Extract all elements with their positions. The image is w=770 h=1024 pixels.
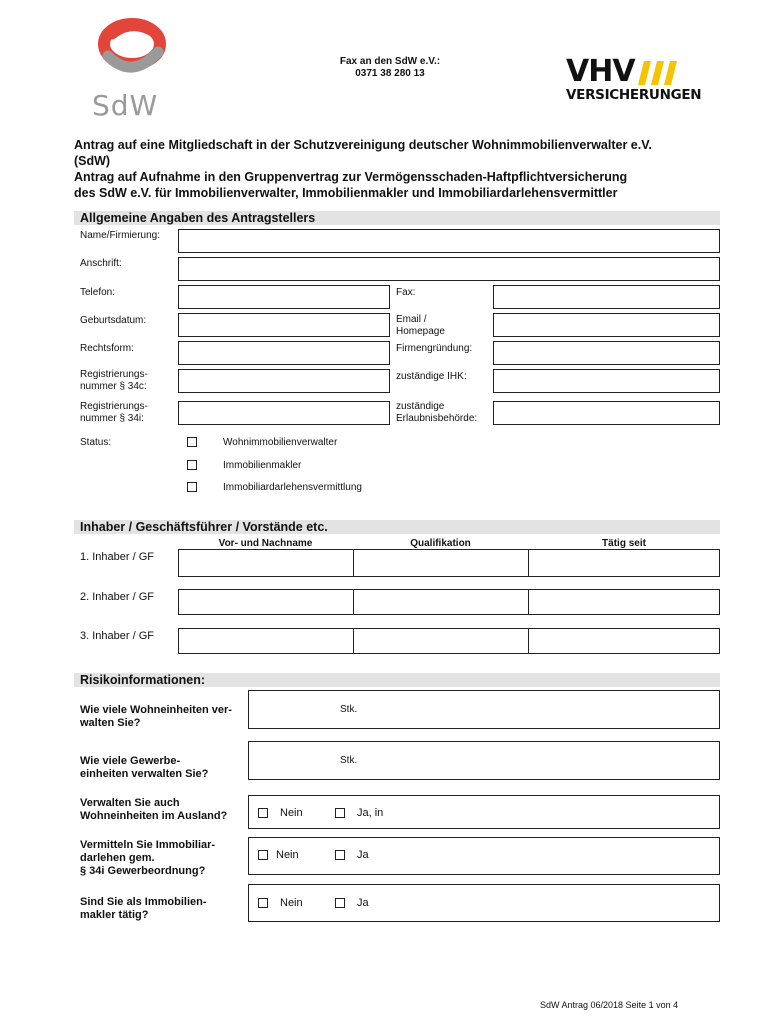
ihk-input[interactable]: [493, 369, 720, 393]
column-header-name: Vor- und Nachname: [218, 538, 313, 549]
address-input[interactable]: [178, 257, 720, 281]
option-label: Nein: [280, 897, 303, 909]
birthdate-label: Geburtsdatum:: [80, 315, 147, 326]
status-checkbox-broker[interactable]: [187, 460, 197, 470]
phone-label: Telefon:: [80, 287, 116, 298]
column-header-since: Tätig seit: [602, 538, 646, 549]
owner3-qualification-input[interactable]: [353, 628, 529, 654]
title-line: des SdW e.V. für Immobilienverwalter, Immobilienmakler und Immobiliardarlehensvermittler: [74, 186, 618, 200]
status-checkbox-loan-broker[interactable]: [187, 482, 197, 492]
form-title: [74, 137, 724, 201]
authority-label: zuständige Erlaubnisbehörde:: [396, 401, 478, 424]
founding-label: Firmengründung:: [396, 343, 473, 354]
broker-no-checkbox[interactable]: [258, 898, 268, 908]
legal-form-label: Rechtsform:: [80, 343, 134, 354]
section-heading-applicant: Allgemeine Angaben des Antragstellers: [74, 211, 720, 225]
option-label: Ja, in: [357, 807, 384, 819]
vhv-logo-subtext: VERSICHERUNGEN: [566, 87, 702, 103]
broker-yes-checkbox[interactable]: [335, 898, 345, 908]
residential-units-input[interactable]: [248, 690, 720, 729]
reg34c-label: Registrierungs- nummer § 34c:: [80, 369, 148, 392]
owner2-name-input[interactable]: [178, 589, 354, 615]
option-label: Nein: [280, 807, 303, 819]
status-option-label: Wohnimmobilienverwalter: [223, 437, 338, 448]
question-commercial-units: Wie viele Gewerbe- einheiten verwalten Sie?: [80, 755, 209, 780]
reg34i-input[interactable]: [178, 401, 390, 425]
section-heading-risk: Risikoinformationen:: [74, 673, 720, 687]
fax-field-label: Fax:: [396, 287, 416, 298]
fax-label: Fax an den SdW e.V.:: [339, 56, 441, 67]
sdw-logo-text: SdW: [92, 89, 159, 122]
column-header-qualification: Qualifikation: [410, 538, 471, 549]
legal-form-input[interactable]: [178, 341, 390, 365]
foreign-no-checkbox[interactable]: [258, 808, 268, 818]
owner3-name-input[interactable]: [178, 628, 354, 654]
loan-brokerage-answer-box: [248, 837, 720, 875]
status-option-label: Immobiliardarlehensvermittlung: [223, 482, 362, 493]
name-input[interactable]: [178, 229, 720, 253]
fax-number: 0371 38 280 13: [355, 68, 425, 79]
owner-row-label: 2. Inhaber / GF: [80, 591, 154, 603]
reg34c-input[interactable]: [178, 369, 390, 393]
owner-row-label: 3. Inhaber / GF: [80, 630, 154, 642]
ihk-label: zuständige IHK:: [396, 371, 467, 382]
question-loan-brokerage: Vermitteln Sie Immobiliar- darlehen gem. § 34i Gewerbeordnung?: [80, 839, 216, 877]
vhv-logo: [566, 54, 716, 108]
loan-yes-checkbox[interactable]: [335, 850, 345, 860]
option-label: Nein: [276, 849, 299, 861]
foreign-yes-checkbox[interactable]: [335, 808, 345, 818]
reg34i-label: Registrierungs- nummer § 34i:: [80, 401, 148, 424]
owner2-since-input[interactable]: [528, 589, 720, 615]
owner1-name-input[interactable]: [178, 549, 354, 577]
birthdate-input[interactable]: [178, 313, 390, 337]
fax-input[interactable]: [493, 285, 720, 309]
status-checkbox-residential-manager[interactable]: [187, 437, 197, 447]
vhv-logo-text: VHV: [566, 54, 635, 89]
title-line: (SdW): [74, 154, 111, 168]
option-label: Ja: [357, 849, 369, 861]
vhv-stripes-icon: [638, 61, 678, 85]
title-line: Antrag auf Aufnahme in den Gruppenvertrag zur Vermögensschaden-Haftpflichtversicherung: [74, 170, 628, 184]
unit-label: Stk.: [340, 755, 358, 766]
question-residential-units: Wie viele Wohneinheiten ver- walten Sie?: [80, 704, 232, 729]
owner1-since-input[interactable]: [528, 549, 720, 577]
email-input[interactable]: [493, 313, 720, 337]
owner2-qualification-input[interactable]: [353, 589, 529, 615]
broker-activity-answer-box: [248, 884, 720, 922]
name-label: Name/Firmierung:: [80, 230, 161, 241]
status-option-label: Immobilienmakler: [223, 460, 302, 471]
sdw-logo: [88, 14, 178, 122]
unit-label: Stk.: [340, 704, 358, 715]
foreign-units-answer-box: [248, 795, 720, 829]
page-footer: SdW Antrag 06/2018 Seite 1 von 4: [540, 1000, 679, 1010]
owner3-since-input[interactable]: [528, 628, 720, 654]
commercial-units-input[interactable]: [248, 741, 720, 780]
loan-no-checkbox[interactable]: [258, 850, 268, 860]
title-line: Antrag auf eine Mitgliedschaft in der Schutzvereinigung deutscher Wohnimmobilienverwalter e.V.: [74, 138, 652, 152]
sdw-logo-mark: [88, 14, 178, 86]
address-label: Anschrift:: [80, 258, 122, 269]
authority-input[interactable]: [493, 401, 720, 425]
status-label: Status:: [80, 437, 112, 448]
option-label: Ja: [357, 897, 369, 909]
phone-input[interactable]: [178, 285, 390, 309]
owner1-qualification-input[interactable]: [353, 549, 529, 577]
question-foreign-units: Verwalten Sie auch Wohneinheiten im Ausland?: [80, 797, 228, 822]
email-label: Email / Homepage: [396, 314, 445, 337]
question-broker-activity: Sind Sie als Immobilien- makler tätig?: [80, 896, 207, 921]
section-heading-owners: Inhaber / Geschäftsführer / Vorstände etc.: [74, 520, 720, 534]
owner-row-label: 1. Inhaber / GF: [80, 551, 154, 563]
founding-input[interactable]: [493, 341, 720, 365]
